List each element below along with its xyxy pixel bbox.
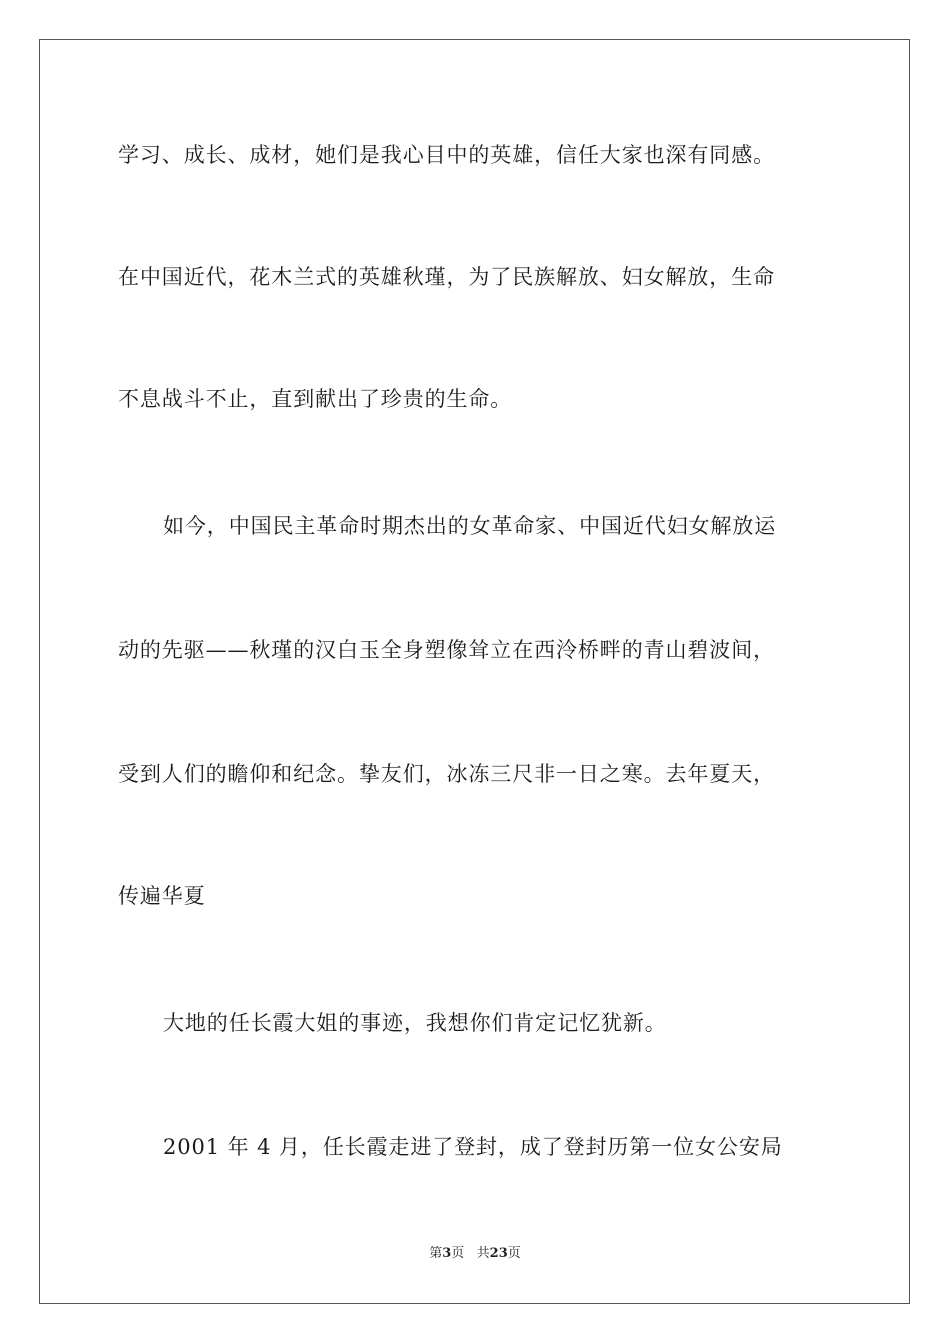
footer-suffix: 页	[507, 1246, 521, 1261]
body-line-3: 不息战斗不止，直到献出了珍贵的生命。	[118, 387, 513, 411]
body-line-2: 在中国近代，花木兰式的英雄秋瑾，为了民族解放、妇女解放，生命	[118, 265, 775, 289]
page-frame	[39, 39, 910, 1304]
footer-current-page: 3	[442, 1246, 452, 1261]
footer-mid: 页 共	[451, 1246, 490, 1261]
body-line-9: 2001 年 4 月，任长霞走进了登封，成了登封历第一位女公安局	[163, 1135, 783, 1159]
body-line-6: 受到人们的瞻仰和纪念。挚友们，冰冻三尺非一日之寒。去年夏天，	[118, 762, 775, 786]
body-line-4: 如今，中国民主革命时期杰出的女革命家、中国近代妇女解放运	[163, 514, 777, 538]
body-line-5: 动的先驱——秋瑾的汉白玉全身塑像耸立在西泠桥畔的青山碧波间，	[118, 638, 775, 662]
body-line-7: 传遍华夏	[118, 884, 206, 908]
footer-prefix: 第	[429, 1246, 443, 1261]
body-line-8: 大地的任长霞大姐的事迹，我想你们肯定记忆犹新。	[163, 1011, 667, 1035]
page-number-footer	[0, 1246, 950, 1262]
body-line-1: 学习、成长、成材，她们是我心目中的英雄，信任大家也深有同感。	[118, 143, 775, 167]
footer-total-pages: 23	[489, 1246, 508, 1261]
